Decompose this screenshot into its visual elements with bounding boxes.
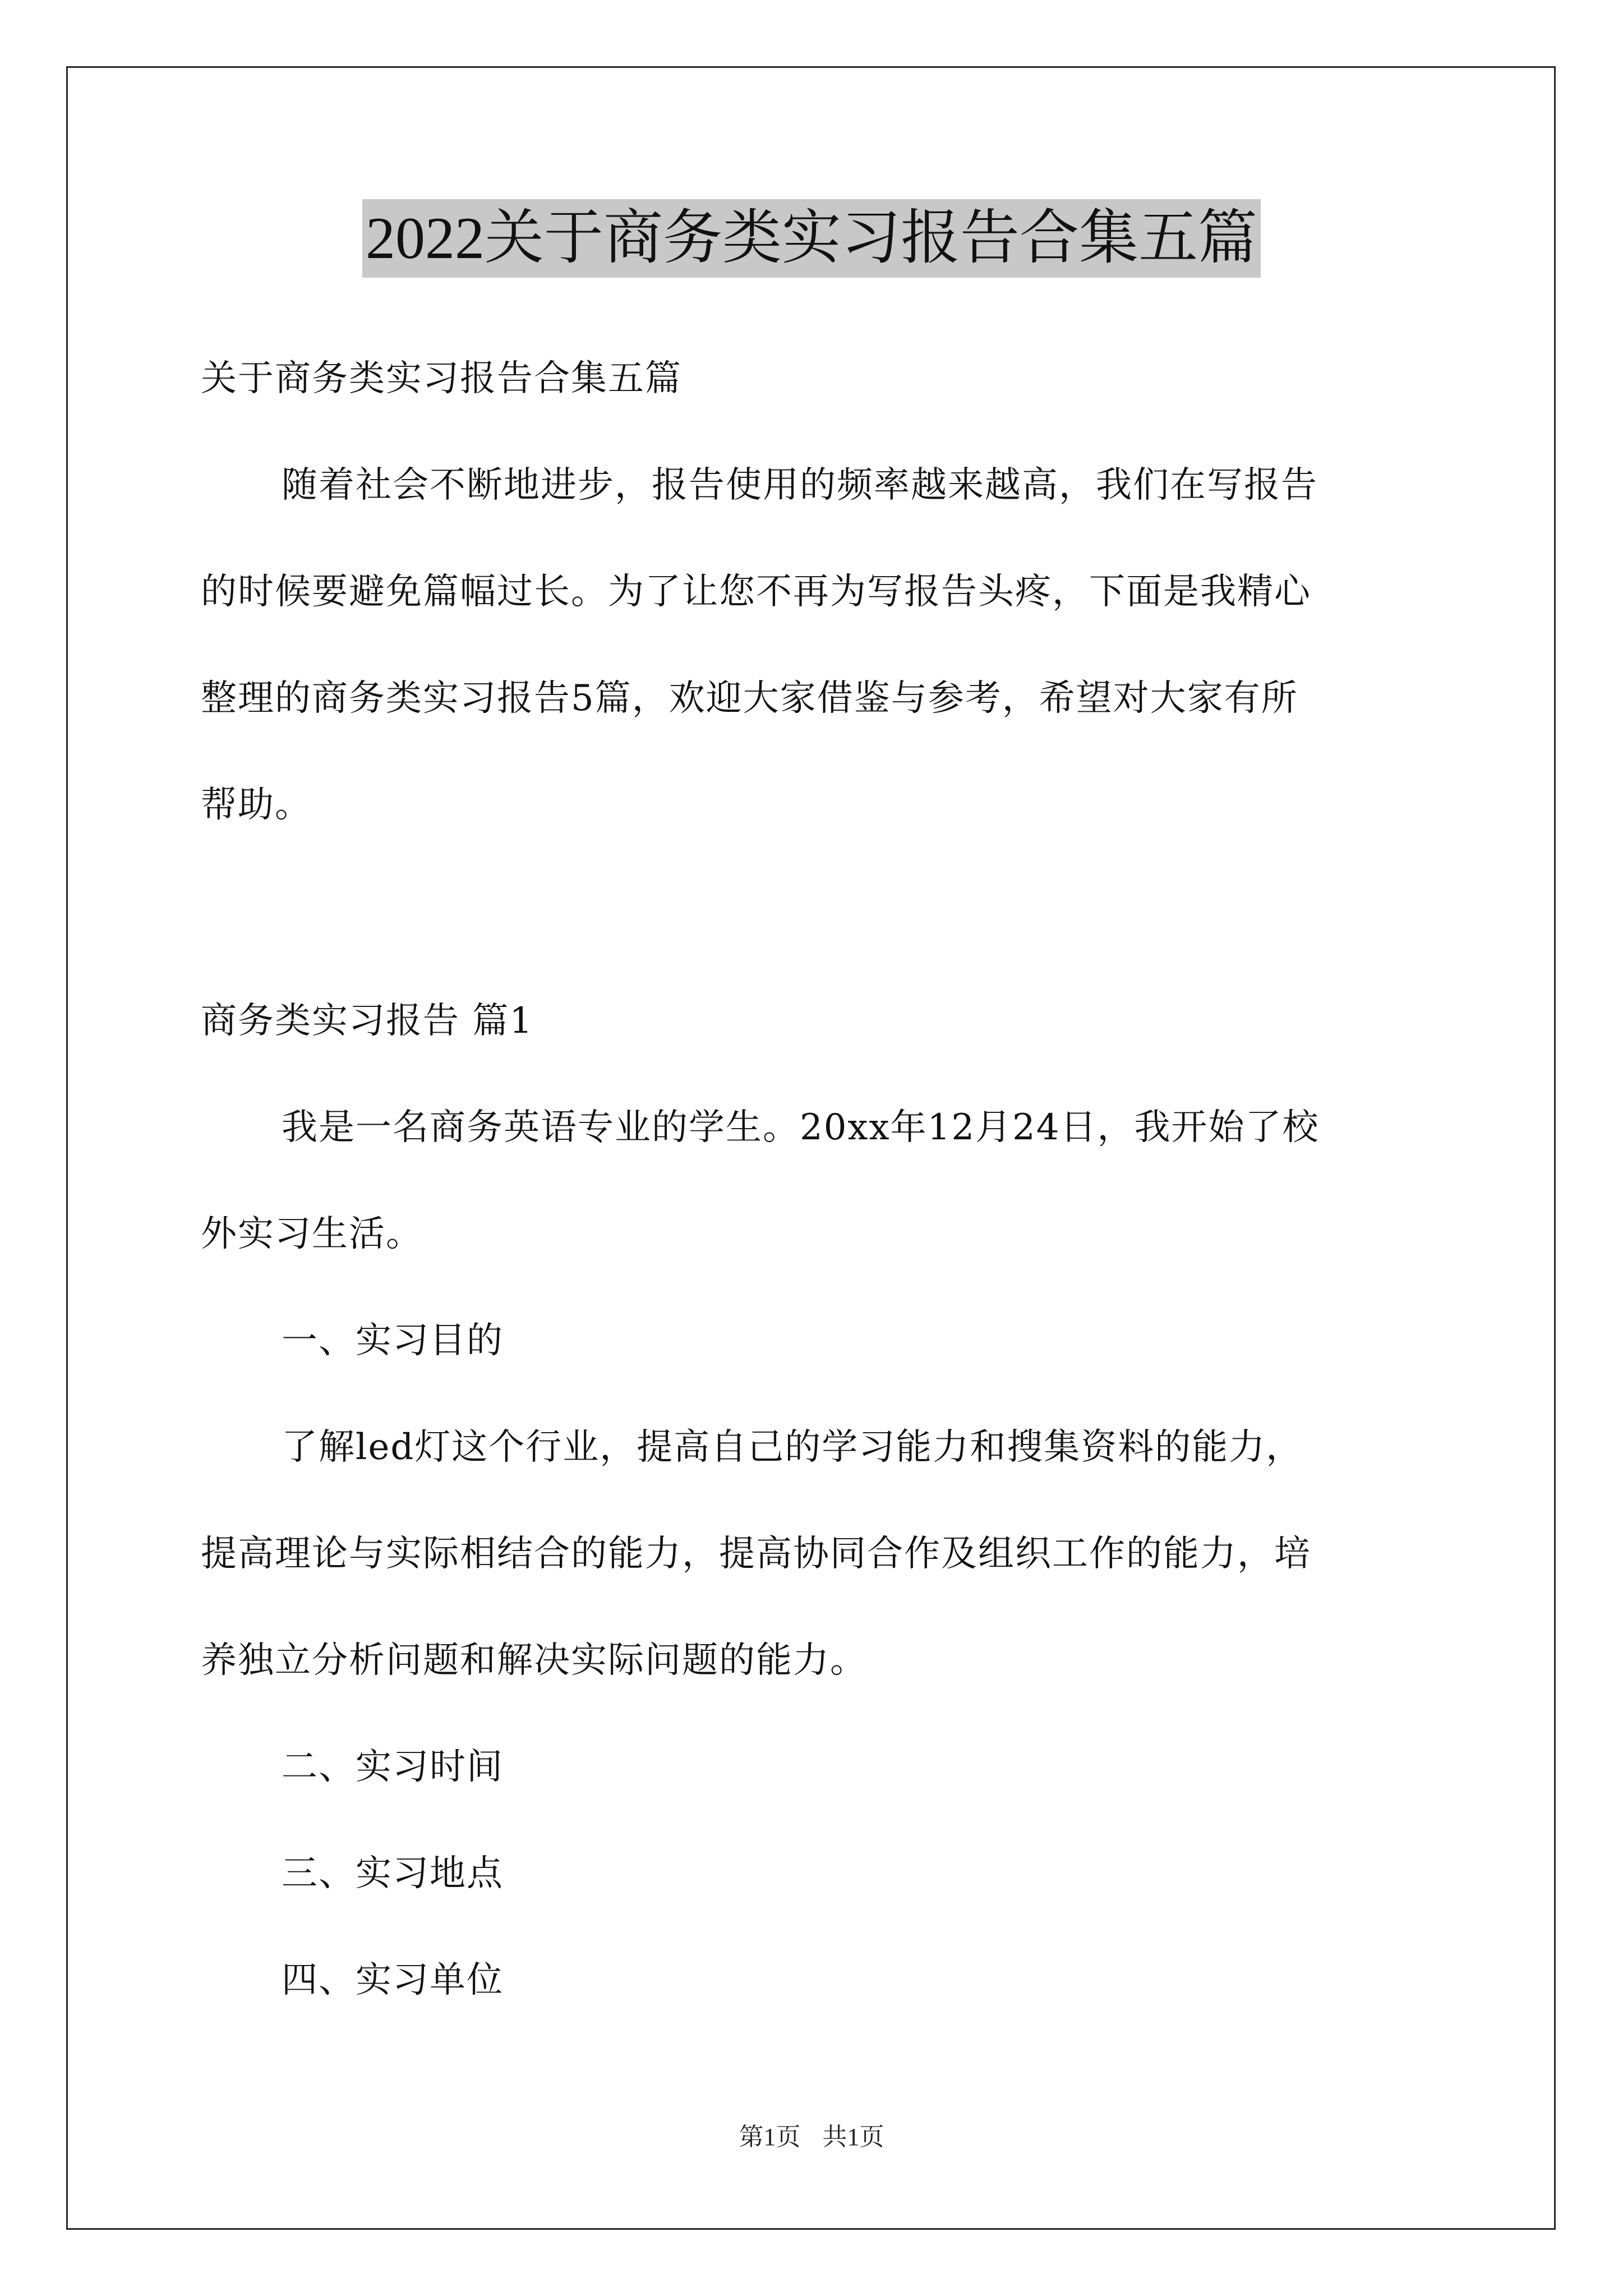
body-heading: 四、实习单位 xyxy=(282,1959,504,2001)
body-line: 我是一名商务英语专业的学生。20xx年12月24日，我开始了校 xyxy=(282,1107,1320,1148)
section-heading: 商务类实习报告 篇1 xyxy=(201,1000,534,1042)
body-heading: 一、实习目的 xyxy=(282,1320,504,1361)
body-heading: 二、实习时间 xyxy=(282,1746,504,1788)
page-total: 共1页 xyxy=(822,2123,884,2151)
intro-line: 帮助。 xyxy=(201,784,312,826)
page-number: 第1页 xyxy=(739,2123,801,2151)
intro-line: 的时候要避免篇幅过长。为了让您不再为写报告头疼，下面是我精心 xyxy=(201,571,1311,613)
document-subtitle: 关于商务类实习报告合集五篇 xyxy=(201,358,682,399)
intro-line: 整理的商务类实习报告5篇，欢迎大家借鉴与参考，希望对大家有所 xyxy=(201,678,1298,719)
body-line: 外实习生活。 xyxy=(201,1213,423,1255)
body-line: 了解led灯这个行业，提高自己的学习能力和搜集资料的能力， xyxy=(282,1427,1303,1468)
body-line: 养独立分析问题和解决实际问题的能力。 xyxy=(201,1640,867,1681)
body-heading: 三、实习地点 xyxy=(282,1853,504,1894)
page-footer xyxy=(0,2120,1623,2154)
title-container xyxy=(0,199,1623,278)
intro-line: 随着社会不断地进步，报告使用的频率越来越高，我们在写报告 xyxy=(282,464,1318,506)
document-title: 2022关于商务类实习报告合集五篇 xyxy=(362,199,1261,278)
body-line: 提高理论与实际相结合的能力，提高协同合作及组织工作的能力，培 xyxy=(201,1533,1311,1575)
